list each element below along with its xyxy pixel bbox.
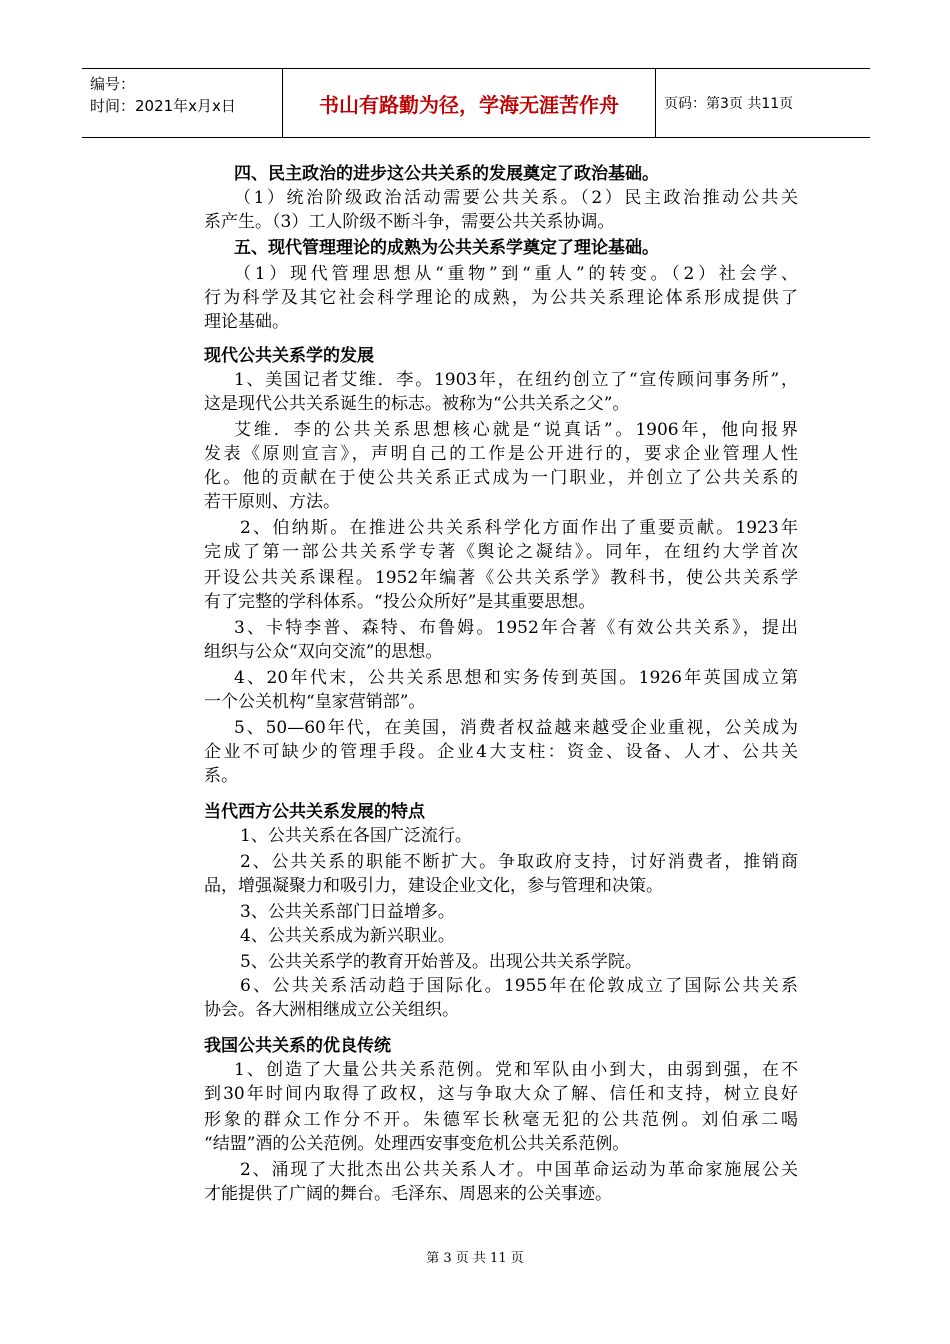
- paragraph-line: 2、公共关系的职能不断扩大。争取政府支持，讨好消费者，推销商: [240, 852, 798, 872]
- section-heading: 四、民主政治的进步这公共关系的发展奠定了政治基础。: [234, 164, 659, 184]
- paragraph-line: 4、公共关系成为新兴职业。: [240, 926, 455, 946]
- page-header: [82, 68, 870, 138]
- paragraph-line: 有了完整的学科体系。“投公众所好”是其重要思想。: [204, 592, 596, 612]
- paragraph-line: 6、公共关系活动趋于国际化。1955年在伦敦成立了国际公共关系: [240, 976, 798, 996]
- paragraph-line: 才能提供了广阔的舞台。毛泽东、周恩来的公关事迹。: [204, 1184, 612, 1204]
- paragraph-line: 完成了第一部公共关系学专著《舆论之凝结》。同年，在纽约大学首次: [204, 542, 798, 562]
- paragraph-line: 行为科学及其它社会科学理论的成熟，为公共关系理论体系形成提供了: [204, 288, 798, 308]
- paragraph-line: （1）统治阶级政治活动需要公共关系。（2）民主政治推动公共关: [234, 188, 798, 208]
- header-page-info: 页码：第3页 共11页: [664, 96, 794, 112]
- paragraph-line: 2、涌现了大批杰出公共关系人才。中国革命运动为革命家施展公关: [240, 1160, 798, 1180]
- section-heading: 当代西方公共关系发展的特点: [204, 802, 425, 822]
- paragraph-line: 到30年时间内取得了政权，这与争取大众了解、信任和支持，树立良好: [204, 1084, 798, 1104]
- paragraph-line: 4、20年代末，公共关系思想和实务传到英国。1926年英国成立第: [234, 668, 798, 688]
- paragraph-line: 2、伯纳斯。在推进公共关系科学化方面作出了重要贡献。1923年: [240, 518, 798, 538]
- paragraph-line: 品，增强凝聚力和吸引力，建设企业文化，参与管理和决策。: [204, 876, 663, 896]
- paragraph-line: 3、卡特李普、森特、布鲁姆。1952年合著《有效公共关系》，提出: [234, 618, 798, 638]
- paragraph-line: 这是现代公共关系诞生的标志。被称为“公共关系之父”。: [204, 394, 630, 414]
- paragraph-line: “结盟”酒的公关范例。处理西安事变危机公共关系范例。: [204, 1134, 630, 1154]
- paragraph-line: 3、公共关系部门日益增多。: [240, 902, 455, 922]
- section-heading: 五、现代管理理论的成熟为公共关系学奠定了理论基础。: [234, 238, 659, 258]
- paragraph-line: 系。: [204, 766, 238, 786]
- paragraph-line: 1、公共关系在各国广泛流行。: [240, 826, 472, 846]
- paragraph-line: 若干原则、方法。: [204, 492, 340, 512]
- header-meta: [82, 69, 282, 137]
- paragraph-line: 5、公共关系学的教育开始普及。出现公共关系学院。: [240, 952, 642, 972]
- paragraph-line: 形象的群众工作分不开。朱德军长秋毫无犯的公共范例。刘伯承二喝: [204, 1110, 798, 1130]
- paragraph-line: 开设公共关系课程。1952年编著《公共关系学》教科书，使公共关系学: [204, 568, 798, 588]
- paragraph-line: 理论基础。: [204, 312, 289, 332]
- document-time-label: 时间：2021年x月x日: [90, 97, 236, 115]
- document-number-label: 编号：: [90, 75, 136, 93]
- paragraph-line: （1）现代管理思想从“重物”到“重人”的转变。（2）社会学、: [234, 264, 798, 284]
- paragraph-line: 5、50—60年代，在美国，消费者权益越来越受企业重视，公关成为: [234, 718, 798, 738]
- section-heading: 现代公共关系学的发展: [204, 346, 374, 366]
- paragraph-line: 发表《原则宣言》，声明自己的工作是公开进行的，要求企业管理人性: [204, 444, 798, 464]
- paragraph-line: 组织与公众“双向交流”的思想。: [204, 642, 443, 662]
- page-footer: 第 3 页 共 11 页: [426, 1251, 524, 1266]
- header-motto: 书山有路勤为径，学海无涯苦作舟: [282, 69, 656, 137]
- paragraph-line: 一个公关机构“皇家营销部”。: [204, 692, 426, 712]
- paragraph-line: 系产生。（3）工人阶级不断斗争，需要公共关系协调。: [204, 212, 615, 232]
- paragraph-line: 化。他的贡献在于使公共关系正式成为一门职业，并创立了公共关系的: [204, 468, 798, 488]
- paragraph-line: 协会。各大洲相继成立公关组织。: [204, 1000, 459, 1020]
- paragraph-line: 1、创造了大量公共关系范例。党和军队由小到大，由弱到强，在不: [234, 1060, 798, 1080]
- paragraph-line: 艾维．李的公共关系思想核心就是“说真话”。1906年，他向报界: [234, 420, 798, 440]
- paragraph-line: 企业不可缺少的管理手段。企业4大支柱：资金、设备、人才、公共关: [204, 742, 798, 762]
- section-heading: 我国公共关系的优良传统: [204, 1036, 391, 1056]
- paragraph-line: 1、美国记者艾维．李。1903年，在纽约创立了“宣传顾问事务所”，: [234, 370, 798, 390]
